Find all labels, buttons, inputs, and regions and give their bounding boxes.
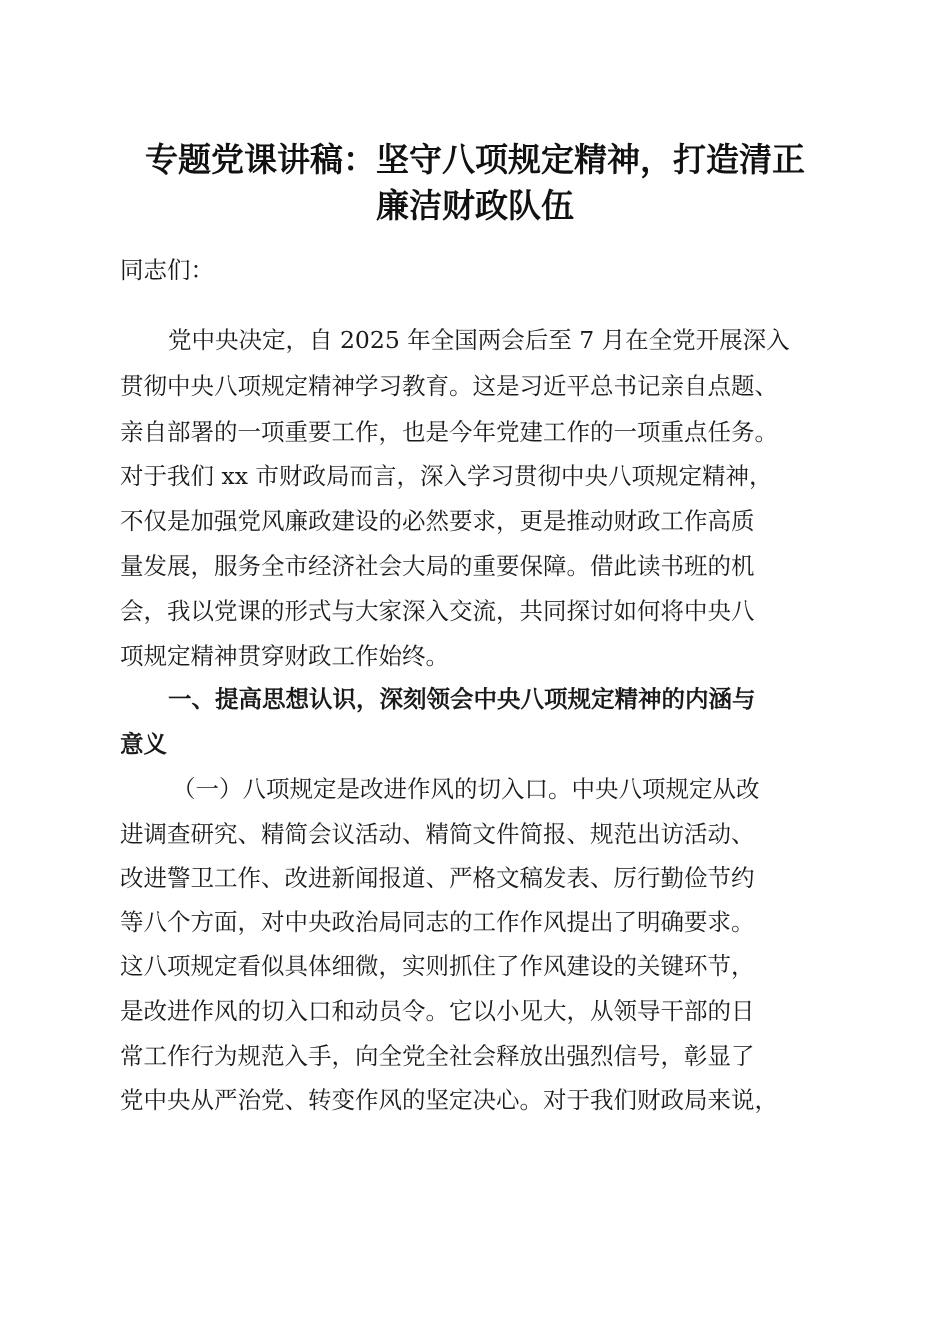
paragraph1-line-8: 项规定精神贯穿财政工作始终。 <box>120 642 449 670</box>
section-heading-line-2: 意义 <box>120 730 167 758</box>
paragraph2-line-2: 进调查研究、精简会议活动、精简文件简报、规范出访活动、 <box>120 820 755 848</box>
paragraph1-line-3: 亲自部署的一项重要工作，也是今年党建工作的一项重点任务。 <box>120 418 778 446</box>
salutation: 同志们： <box>120 256 214 284</box>
paragraph2-line-7: 常工作行为规范入手，向全党全社会释放出强烈信号，彰显了 <box>120 1042 755 1070</box>
paragraph2-line-4: 等八个方面，对中央政治局同志的工作作风提出了明确要求。 <box>120 908 755 936</box>
paragraph2-line-5: 这八项规定看似具体细微，实则抓住了作风建设的关键环节， <box>120 952 755 980</box>
document-title-line-1: 专题党课讲稿：坚守八项规定精神，打造清正 <box>145 140 805 179</box>
section-heading-line-1: 一、提高思想认识，深刻领会中央八项规定精神的内涵与 <box>168 685 756 713</box>
paragraph2-line-3: 改进警卫工作、改进新闻报道、严格文稿发表、厉行勤俭节约 <box>120 864 755 892</box>
paragraph1-line-7: 会，我以党课的形式与大家深入交流，共同探讨如何将中央八 <box>120 597 755 625</box>
paragraph2-line-6: 是改进作风的切入口和动员令。它以小见大，从领导干部的日 <box>120 997 755 1025</box>
paragraph1-line-6: 量发展，服务全市经济社会大局的重要保障。借此读书班的机 <box>120 552 755 580</box>
paragraph2-line-1: （一）八项规定是改进作风的切入口。中央八项规定从改 <box>172 775 760 803</box>
paragraph1-line-4: 对于我们 xx 市财政局而言，深入学习贯彻中央八项规定精神， <box>120 462 773 490</box>
paragraph2-line-8: 党中央从严治党、转变作风的坚定决心。对于我们财政局来说， <box>120 1086 778 1114</box>
paragraph1-line-5: 不仅是加强党风廉政建设的必然要求，更是推动财政工作高质 <box>120 507 755 535</box>
paragraph1-line-1: 党中央决定，自 2025 年全国两会后至 7 月在全党开展深入 <box>168 326 790 354</box>
paragraph1-line-2: 贯彻中央八项规定精神学习教育。这是习近平总书记亲自点题、 <box>120 372 778 400</box>
document-title-line-2: 廉洁财政队伍 <box>376 186 574 225</box>
